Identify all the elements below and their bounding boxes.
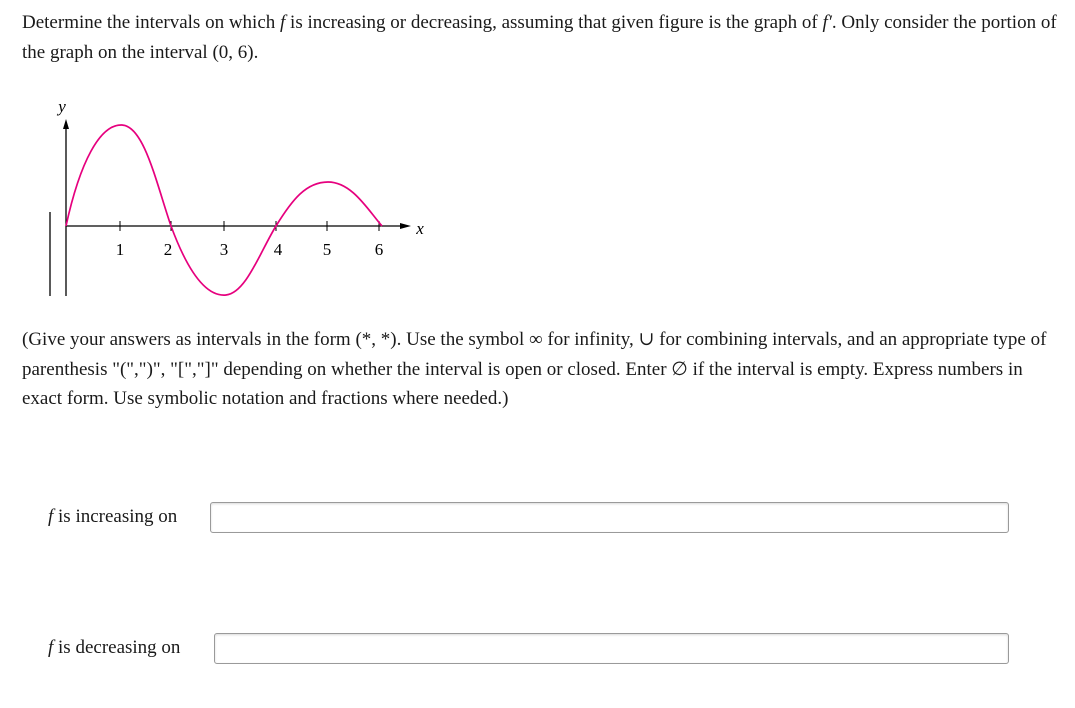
x-tick-label-1: 1: [115, 240, 125, 259]
x-tick-label-2: 2: [163, 240, 173, 259]
question-text: [22, 8, 1062, 68]
increasing-label-text: is increasing on: [53, 506, 178, 527]
decreasing-f: f: [48, 637, 54, 658]
increasing-f: f: [48, 506, 54, 527]
x-axis-label: x: [416, 219, 424, 238]
x-axis-arrow: [400, 223, 411, 229]
derivative-curve: [66, 125, 382, 295]
x-tick-label-4: 4: [273, 240, 283, 259]
instructions-text: (Give your answers as intervals in the form (*, *). Use the symbol ∞ for infinity, ∪ for combining intervals, and an appropriate type of parenthesis "(",")", "[","]" depending on whether the interval is open or closed. Enter ∅ if the interval is empty. Express numbers in exact form. Use symbolic notation and fractions where needed.): [22, 329, 1047, 409]
derivative-graph: [38, 92, 438, 307]
decreasing-input[interactable]: [214, 633, 1009, 664]
y-axis-arrow: [63, 119, 69, 129]
function-f: f: [280, 12, 286, 33]
question-part1: Determine the intervals on which: [22, 12, 281, 33]
x-tick-label-3: 3: [219, 240, 229, 259]
function-fprime: f′: [822, 12, 832, 33]
decreasing-label-text: is decreasing on: [53, 637, 181, 658]
question-part2: is increasing or decreasing, assuming that given figure is the graph of: [285, 12, 823, 33]
question-part3: . Only consider the portion of the graph on the interval (0, 6).: [22, 12, 1057, 63]
x-tick-label-5: 5: [322, 240, 332, 259]
y-axis-label: y: [58, 97, 66, 116]
increasing-label: [48, 506, 177, 528]
increasing-input[interactable]: [210, 502, 1009, 533]
x-tick-label-6: 6: [374, 240, 384, 259]
decreasing-label: [48, 637, 180, 659]
